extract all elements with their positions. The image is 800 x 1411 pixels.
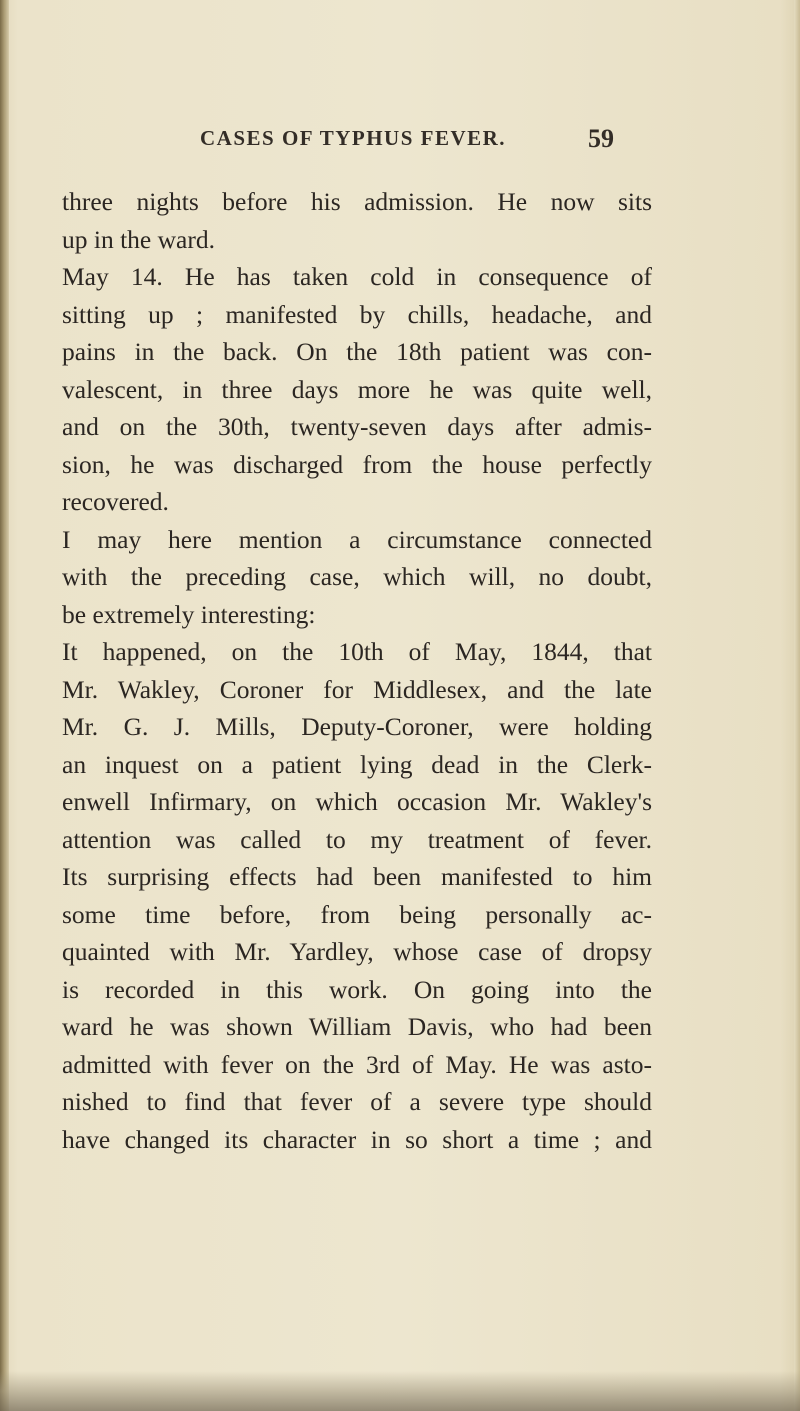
- running-head: CASES OF TYPHUS FEVER.: [200, 126, 507, 150]
- text-line: It happened, on the 10th of May, 1844, that: [62, 637, 652, 666]
- text-line: and on the 30th, twenty-seven days after admis-: [62, 412, 652, 441]
- text-line: recovered.: [62, 487, 169, 516]
- text-line: be extremely interesting:: [62, 599, 316, 629]
- text-line: quainted with Mr. Yardley, whose case of dropsy: [62, 937, 652, 966]
- text-line: Mr. Wakley, Coroner for Middlesex, and the late: [62, 674, 652, 704]
- text-line: have changed its character in so short a time ; and: [62, 1124, 652, 1154]
- text-line: valescent, in three days more he was quite well,: [62, 374, 652, 404]
- page-number: 59: [588, 124, 614, 153]
- text-line: three nights before his admission. He now sits: [62, 187, 652, 216]
- text-line: enwell Infirmary, on which occasion Mr. Wakley's: [62, 787, 652, 816]
- page-bottom-shadow: [0, 1371, 800, 1411]
- text-line: nished to find that fever of a severe type should: [62, 1087, 652, 1116]
- text-line: sion, he was discharged from the house perfectly: [62, 449, 652, 479]
- text-line: some time before, from being personally ac-: [62, 899, 652, 929]
- body-text: [62, 183, 652, 1158]
- page-right-edge: [794, 0, 800, 1411]
- text-line: an inquest on a patient lying dead in the Clerk-: [62, 749, 652, 779]
- page-binding-edge: [0, 0, 9, 1411]
- text-line: Mr. G. J. Mills, Deputy-Coroner, were holding: [62, 712, 652, 741]
- text-line: Its surprising effects had been manifested to him: [62, 862, 652, 891]
- text-line: sitting up ; manifested by chills, headache, and: [62, 299, 652, 329]
- text-line: attention was called to my treatment of fever.: [62, 824, 652, 854]
- page-header: [0, 118, 800, 158]
- text-line: pains in the back. On the 18th patient was con-: [62, 337, 652, 366]
- text-line: with the preceding case, which will, no doubt,: [62, 562, 652, 591]
- text-line: admitted with fever on the 3rd of May. He was asto-: [62, 1049, 652, 1079]
- text-line: I may here mention a circumstance connected: [62, 524, 652, 554]
- text-line: ward he was shown William Davis, who had been: [62, 1012, 652, 1041]
- text-line: up in the ward.: [62, 224, 215, 254]
- text-line: is recorded in this work. On going into the: [62, 974, 652, 1004]
- text-line: May 14. He has taken cold in consequence of: [62, 262, 652, 291]
